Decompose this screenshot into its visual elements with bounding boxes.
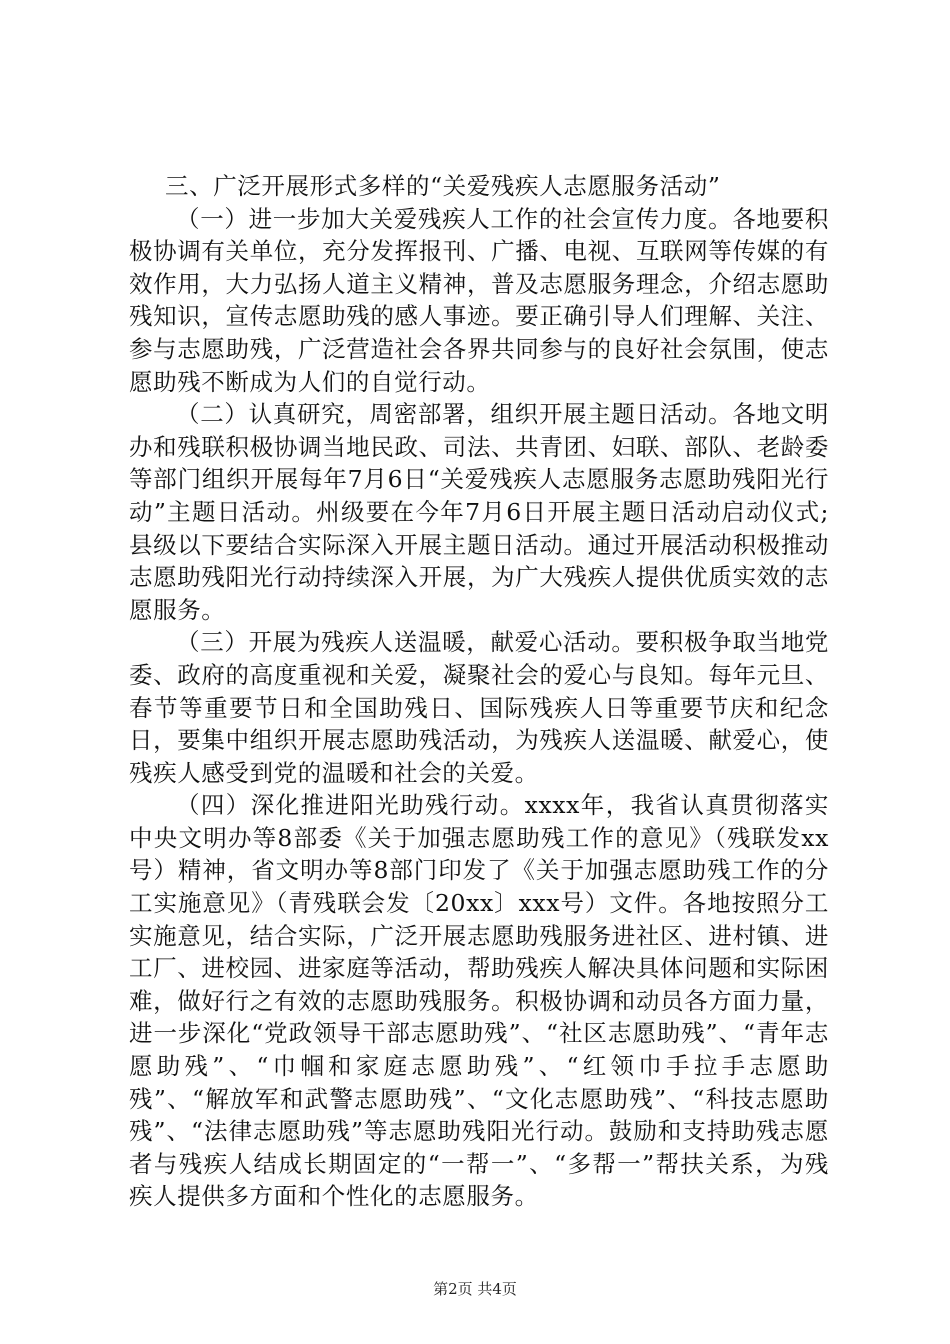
section-heading: 三、广泛开展形式多样的“关爱残疾人志愿服务活动”	[165, 172, 721, 200]
page-number-footer: 第2页 共4页	[433, 1280, 517, 1298]
paragraph-1: （一）进一步加大关爱残疾人工作的社会宣传力度。各地要积极协调有关单位，充分发挥报刊、广播、电视、互联网等传媒的有效作用，大力弘扬人道主义精神，普及志愿服务理念，介绍志愿助残知识，宣传志愿助残的感人事迹。要正确引导人们理解、关注、参与志愿助残，广泛营造社会各界共同参与的良好社会氛围，使志愿助残不断成为人们的自觉行动。	[129, 204, 829, 396]
document-body	[129, 170, 829, 1213]
paragraph-4: （四）深化推进阳光助残行动。xxxx年，我省认真贯彻落实中央文明办等8部委《关于加强志愿助残工作的意见》（残联发xx号）精神，省文明办等8部门印发了《关于加强志愿助残工作的分工实施意见》（青残联会发〔20xx〕xxx号）文件。各地按照分工实施意见，结合实际，广泛开展志愿助残服务进社区、进村镇、进工厂、进校园、进家庭等活动，帮助残疾人解决具体问题和实际困难，做好行之有效的志愿助残服务。积极协调和动员各方面力量，进一步深化“党政领导干部志愿助残”、“社区志愿助残”、“青年志愿助残”、“巾帼和家庭志愿助残”、“红领巾手拉手志愿助残”、“解放军和武警志愿助残”、“文化志愿助残”、“科技志愿助残”、“法律志愿助残”等志愿助残阳光行动。鼓励和支持助残志愿者与残疾人结成长期固定的“一帮一”、“多帮一”帮扶关系，为残疾人提供多方面和个性化的志愿服务。	[129, 791, 829, 1211]
paragraph-2: （二）认真研究，周密部署，组织开展主题日活动。各地文明办和残联积极协调当地民政、司法、共青团、妇联、部队、老龄委等部门组织开展每年7月6日“关爱残疾人志愿服务志愿助残阳光行动”主题日活动。州级要在今年7月6日开展主题日活动启动仪式;县级以下要结合实际深入开展主题日活动。通过开展活动积极推动志愿助残阳光行动持续深入开展，为广大残疾人提供优质实效的志愿服务。	[129, 400, 829, 624]
paragraph-3: （三）开展为残疾人送温暖，献爱心活动。要积极争取当地党委、政府的高度重视和关爱，凝聚社会的爱心与良知。每年元旦、春节等重要节日和全国助残日、国际残疾人日等重要节庆和纪念日，要集中组织开展志愿助残活动，为残疾人送温暖、献爱心，使残疾人感受到党的温暖和社会的关爱。	[129, 628, 829, 787]
